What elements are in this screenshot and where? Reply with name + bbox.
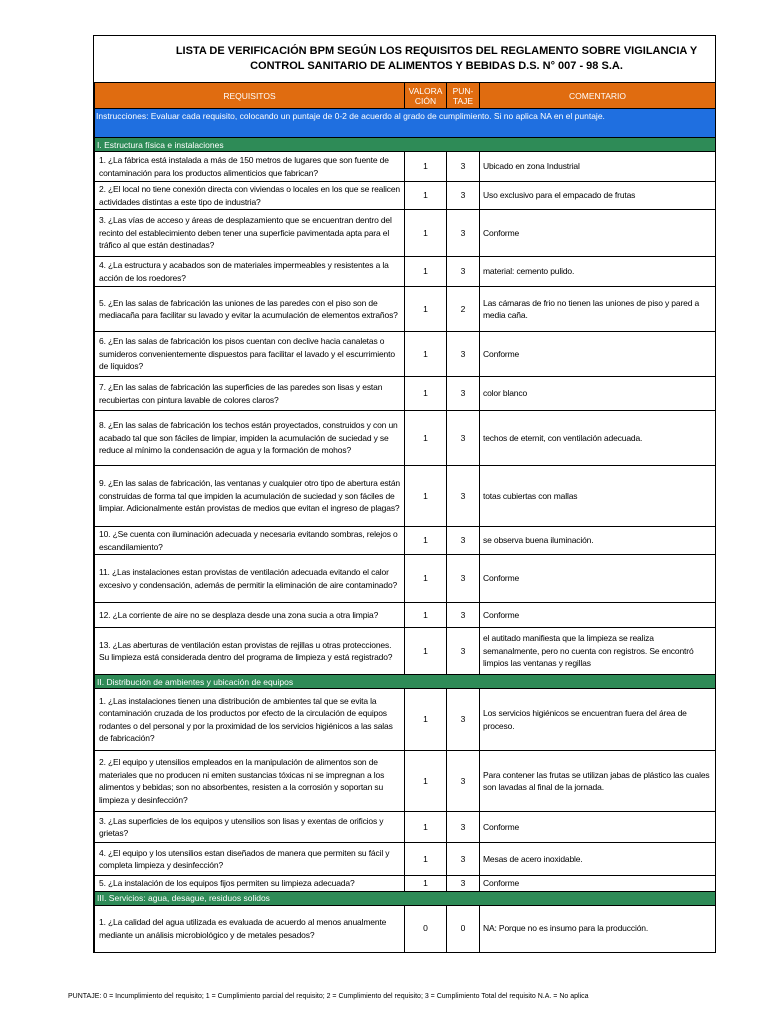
table-row <box>95 812 716 843</box>
requisito-cell: 6. ¿En las salas de fabricación los pisos cuentan con declive hacia canaletas o sumideros convenientemente dispuestos para facilitar el lavado y el escurrimiento de líquidos? <box>95 332 405 377</box>
puntaje-cell: 3 <box>447 812 480 843</box>
comentario-cell: Conforme <box>480 876 716 892</box>
section-header-row <box>95 891 716 905</box>
requisito-cell: 8. ¿En las salas de fabricación los techos están proyectados, construidos y con un acabado tal que son fáciles de limpiar, impiden la acumulación de suciedad y se reduce al mínimo la condensación de agua y la formación de mohos? <box>95 411 405 466</box>
table-row <box>95 603 716 628</box>
valoracion-cell: 1 <box>405 466 447 527</box>
puntaje-cell: 3 <box>447 152 480 182</box>
puntaje-cell: 3 <box>447 555 480 603</box>
requisito-cell: 3. ¿Las superficies de los equipos y utensilios son lisas y exentas de orificios y grietas? <box>95 812 405 843</box>
requisito-cell: 5. ¿En las salas de fabricación las uniones de las paredes con el piso son de mediacaña para facilitar su lavado y evitar la acumulación de elementos extraños? <box>95 287 405 332</box>
table-row <box>95 182 716 210</box>
requisito-cell: 5. ¿La instalación de los equipos fijos permiten su limpieza adecuada? <box>95 876 405 892</box>
table-row <box>95 876 716 892</box>
requisito-cell: 4. ¿El equipo y los utensilios estan diseñados de manera que permiten su fácil y completa limpieza y desinfección? <box>95 843 405 876</box>
requisito-cell: 2. ¿El equipo y utensilios empleados en la manipulación de alimentos son de materiales que no producen ni emiten sustancias tóxicas ni se impregnan a los alimentos y bebidas; son no absorbentes, resisten a la corrosión y soportan su limpieza y desinfección? <box>95 751 405 812</box>
requisito-cell: 11. ¿Las instalaciones estan provistas de ventilación adecuada evitando el calor excesivo y condensación, además de permitir la eliminación de aire contaminado? <box>95 555 405 603</box>
table-row <box>95 628 716 675</box>
comentario-cell: Ubicado en zona Industrial <box>480 152 716 182</box>
puntaje-cell: 2 <box>447 287 480 332</box>
puntaje-cell: 3 <box>447 751 480 812</box>
table-row <box>95 905 716 952</box>
valoracion-cell: 1 <box>405 152 447 182</box>
score-legend: PUNTAJE: 0 = Incumplimiento del requisito; 1 = Cumplimiento parcial del requisito; 2 = Cumplimiento del requisito; 3 = Cumplimiento Total del requisito N.A. = No aplica <box>68 993 589 1000</box>
table-row <box>95 555 716 603</box>
valoracion-cell: 1 <box>405 527 447 555</box>
title-line-1: LISTA DE VERIFICACIÓN BPM SEGÚN LOS REQUISITOS DEL REGLAMENTO SOBRE VIGILANCIA Y <box>175 45 698 57</box>
instructions-text: Instrucciones: Evaluar cada requisito, colocando un puntaje de 0-2 de acuerdo al grado de cumplimiento. Si no aplica NA en el puntaje. <box>95 109 716 138</box>
table-row <box>95 527 716 555</box>
puntaje-cell: 0 <box>447 905 480 952</box>
requisito-cell: 9. ¿En las salas de fabricación, las ventanas y cualquier otro tipo de abertura están construidas de forma tal que impiden la acumulación de suciedad y son fáciles de limpiar. Adicionalmente están provistas de medios que evitan el ingreso de plagas? <box>95 466 405 527</box>
table-row <box>95 843 716 876</box>
valoracion-cell: 1 <box>405 603 447 628</box>
puntaje-cell: 3 <box>447 182 480 210</box>
checklist-table <box>94 82 716 953</box>
header-valoracion: VALORA CIÓN <box>405 83 447 109</box>
comentario-cell: el autitado manifiesta que la limpieza se realiza semanalmente, pero no cuenta con registros. Se encontró limpios las ventanas y regillas <box>480 628 716 675</box>
comentario-cell: material: cemento pulido. <box>480 257 716 287</box>
requisito-cell: 13. ¿Las aberturas de ventilación estan provistas de rejillas u otras protecciones. Su limpieza está considerada dentro del programa de limpieza y está registrado? <box>95 628 405 675</box>
comentario-cell: Uso exclusivo para el empacado de frutas <box>480 182 716 210</box>
puntaje-cell: 3 <box>447 210 480 257</box>
table-row <box>95 210 716 257</box>
puntaje-cell: 3 <box>447 876 480 892</box>
comentario-cell: Los servicios higiénicos se encuentran fuera del área de proceso. <box>480 689 716 751</box>
puntaje-cell: 3 <box>447 332 480 377</box>
valoracion-cell: 1 <box>405 812 447 843</box>
comentario-cell: color blanco <box>480 377 716 411</box>
puntaje-cell: 3 <box>447 377 480 411</box>
comentario-cell: Conforme <box>480 210 716 257</box>
instructions-row <box>95 109 716 138</box>
checklist-sheet <box>93 35 716 953</box>
comentario-cell: Conforme <box>480 555 716 603</box>
section-header-row <box>95 138 716 152</box>
title-line-2: CONTROL SANITARIO DE ALIMENTOS Y BEBIDAS D.S. N° 007 - 98 S.A. <box>250 60 623 72</box>
puntaje-cell: 3 <box>447 411 480 466</box>
comentario-cell: Para contener las frutas se utilizan jabas de plástico las cuales son lavadas al final de la jornada. <box>480 751 716 812</box>
table-row <box>95 751 716 812</box>
table-row <box>95 411 716 466</box>
puntaje-cell: 3 <box>447 527 480 555</box>
comentario-cell: Conforme <box>480 332 716 377</box>
requisito-cell: 1. ¿La calidad del agua utilizada es evaluada de acuerdo al menos anualmente mediante un análisis microbiológico y de metales pesados? <box>95 905 405 952</box>
header-comentario: COMENTARIO <box>480 83 716 109</box>
requisito-cell: 1. ¿Las instalaciones tienen una distribución de ambientes tal que se evita la contaminación cruzada de los productos por efecto de la circulación de equipos rodantes o del personal y por la proximidad de los servicios higiénicos a las salas de fabricación? <box>95 689 405 751</box>
table-row <box>95 257 716 287</box>
table-row <box>95 287 716 332</box>
section-title: II. Distribución de ambientes y ubicación de equipos <box>95 675 716 689</box>
requisito-cell: 1. ¿La fábrica está instalada a más de 150 metros de lugares que son fuente de contaminación para los productos alimenticios que fabrican? <box>95 152 405 182</box>
valoracion-cell: 1 <box>405 332 447 377</box>
header-puntaje: PUN- TAJE <box>447 83 480 109</box>
section-header-row <box>95 675 716 689</box>
puntaje-cell: 3 <box>447 843 480 876</box>
requisito-cell: 7. ¿En las salas de fabricación las superficies de las paredes son lisas y estan recubiertas con pintura lavable de colores claros? <box>95 377 405 411</box>
table-row <box>95 689 716 751</box>
valoracion-cell: 1 <box>405 751 447 812</box>
requisito-cell: 2. ¿El local no tiene conexión directa con viviendas o locales en los que se realicen actividades distintas a este tipo de industria? <box>95 182 405 210</box>
valoracion-cell: 1 <box>405 210 447 257</box>
header-requisitos: REQUISITOS <box>95 83 405 109</box>
comentario-cell: Conforme <box>480 603 716 628</box>
comentario-cell: se observa buena iluminación. <box>480 527 716 555</box>
requisito-cell: 3. ¿Las vías de acceso y áreas de desplazamiento que se encuentran dentro del recinto del establecimiento deben tener una superficie pavimentada apta para el tráfico al que están destinadas? <box>95 210 405 257</box>
section-title: III. Servicios: agua, desague, residuos solidos <box>95 891 716 905</box>
requisito-cell: 10. ¿Se cuenta con iluminación adecuada y necesaria evitando sombras, relejos o escandilamiento? <box>95 527 405 555</box>
puntaje-cell: 3 <box>447 603 480 628</box>
valoracion-cell: 1 <box>405 555 447 603</box>
valoracion-cell: 1 <box>405 689 447 751</box>
section-title: I. Estructura física e instalaciones <box>95 138 716 152</box>
comentario-cell: totas cubiertas con mallas <box>480 466 716 527</box>
comentario-cell: Mesas de acero inoxidable. <box>480 843 716 876</box>
table-header-row <box>95 83 716 109</box>
valoracion-cell: 1 <box>405 411 447 466</box>
puntaje-cell: 3 <box>447 689 480 751</box>
valoracion-cell: 1 <box>405 257 447 287</box>
puntaje-cell: 3 <box>447 466 480 527</box>
comentario-cell: Conforme <box>480 812 716 843</box>
table-row <box>95 152 716 182</box>
valoracion-cell: 0 <box>405 905 447 952</box>
valoracion-cell: 1 <box>405 843 447 876</box>
table-row <box>95 332 716 377</box>
puntaje-cell: 3 <box>447 628 480 675</box>
comentario-cell: Las cámaras de frio no tienen las uniones de piso y pared a media caña. <box>480 287 716 332</box>
valoracion-cell: 1 <box>405 287 447 332</box>
comentario-cell: techos de eternit, con ventilación adecuada. <box>480 411 716 466</box>
valoracion-cell: 1 <box>405 628 447 675</box>
table-row <box>95 466 716 527</box>
valoracion-cell: 1 <box>405 876 447 892</box>
requisito-cell: 12. ¿La corriente de aire no se desplaza desde una zona sucia a otra limpia? <box>95 603 405 628</box>
document-title <box>94 36 715 82</box>
table-row <box>95 377 716 411</box>
requisito-cell: 4. ¿La estructura y acabados son de materiales impermeables y resistentes a la acción de los roedores? <box>95 257 405 287</box>
puntaje-cell: 3 <box>447 257 480 287</box>
valoracion-cell: 1 <box>405 182 447 210</box>
valoracion-cell: 1 <box>405 377 447 411</box>
comentario-cell: NA: Porque no es insumo para la producción. <box>480 905 716 952</box>
